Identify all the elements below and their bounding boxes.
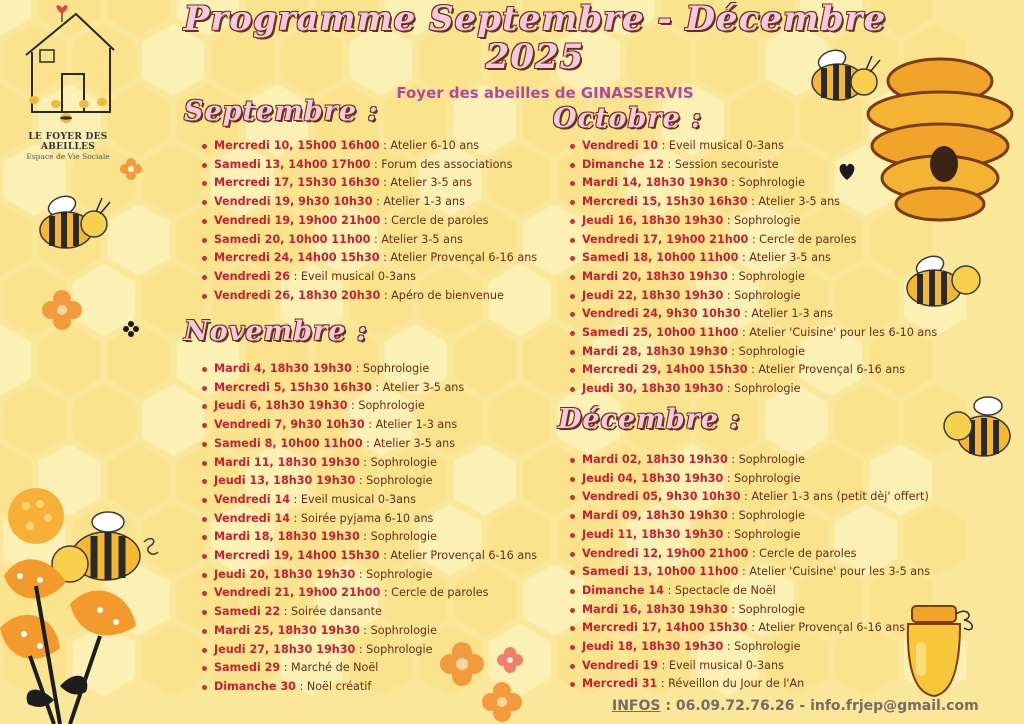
page-title: Programme Septembre - Décembre [183, 0, 887, 39]
event-item [201, 472, 537, 491]
heading-octobre: Octobre : [553, 103, 703, 134]
event-date: Samedi 29 [214, 661, 281, 675]
event-activity: : Cercle de paroles [380, 213, 489, 227]
event-item [201, 249, 537, 268]
event-date: Mercredi 17, 15h30 16h30 [214, 176, 380, 190]
event-date: Jeudi 22, 18h30 19h30 [582, 288, 724, 302]
event-activity: : Soirée dansante [280, 605, 382, 619]
event-item [201, 231, 537, 250]
event-date: Vendredi 26, 18h30 20h30 [214, 288, 381, 302]
honeycomb-cell [142, 624, 204, 696]
event-date: Samedi 18, 10h00 11h00 [582, 251, 739, 265]
event-date: Vendredi 14 [214, 492, 291, 506]
event-date: Vendredi 19, 9h30 10h30 [214, 195, 373, 209]
bee-icon [934, 392, 1018, 466]
honeycomb-cell [0, 204, 31, 276]
event-item [569, 305, 937, 324]
event-date: Vendredi 7, 9h30 10h30 [214, 418, 365, 432]
event-item [569, 249, 937, 268]
event-date: Dimanche 30 [214, 679, 296, 693]
flower-icon [0, 486, 150, 724]
event-activity: : Cercle de paroles [380, 586, 489, 600]
event-activity: : Eveil musical 0-3ans [290, 269, 416, 283]
event-activity: : Sophrologie [723, 213, 801, 227]
event-date: Samedi 20, 10h00 11h00 [214, 232, 371, 246]
event-activity: : Sophrologie [723, 471, 801, 485]
event-activity: : Sophrologie [723, 527, 801, 541]
event-activity: : Atelier 6-10 ans [379, 139, 480, 152]
event-item [201, 584, 537, 603]
event-date: Mardi 16, 18h30 19h30 [582, 602, 728, 616]
event-activity: : Sophrologie [351, 362, 430, 375]
event-activity: : Sophrologie [355, 567, 433, 581]
event-date: Samedi 13, 10h00 11h00 [582, 565, 739, 579]
event-activity: : Sophrologie [727, 176, 806, 190]
honeycomb-cell [4, 384, 66, 456]
event-activity: : Atelier 'Cuisine' pour les 3-5 ans [738, 565, 931, 579]
event-date: Vendredi 05, 9h30 10h30 [582, 490, 741, 504]
event-item [201, 193, 537, 212]
page-subtitle: Foyer des abeilles de GINASSERVIS [396, 84, 694, 102]
event-item [569, 361, 937, 380]
event-date: Vendredi 26 [214, 269, 291, 283]
event-activity: : Atelier 3-5 ans [371, 380, 465, 394]
event-activity: : Atelier 1-3 ans [740, 307, 833, 321]
footer-contact: : 06.09.72.76.26 - info.frjep@gmail.com [660, 698, 979, 714]
event-item [201, 174, 537, 193]
event-activity: : Atelier 3-5 ans [362, 436, 456, 450]
event-activity: : Sophrologie [347, 399, 425, 413]
logo-name: LE FOYER DES ABEILLES [28, 132, 108, 152]
heart-icon [836, 160, 858, 182]
event-item [569, 563, 930, 582]
event-item [569, 287, 937, 306]
decembre-event-list [569, 451, 930, 694]
event-item [201, 435, 537, 454]
event-date: Vendredi 10 [582, 139, 659, 152]
event-date: Mercredi 29, 14h00 15h30 [582, 363, 748, 377]
event-date: Mardi 25, 18h30 19h30 [214, 623, 360, 637]
heading-novembre: Novembre : [184, 316, 368, 347]
honey-jar-icon [898, 600, 982, 700]
event-item [201, 547, 537, 566]
event-item [201, 397, 537, 416]
event-activity: : Atelier Provençal 6-16 ans [379, 251, 538, 265]
footer-infos [612, 698, 979, 714]
event-activity: : Atelier Provençal 6-16 ans [747, 621, 906, 635]
event-activity: : Eveil musical 0-3ans [658, 658, 784, 672]
event-activity: : Sophrologie [359, 455, 438, 469]
event-item [569, 582, 930, 601]
event-date: Mardi 18, 18h30 19h30 [214, 530, 360, 544]
event-item [201, 268, 537, 287]
bee-icon [32, 192, 116, 256]
event-date: Mardi 4, 18h30 19h30 [214, 362, 352, 375]
event-date: Vendredi 19 [582, 658, 659, 672]
event-date: Vendredi 17, 19h00 21h00 [582, 232, 749, 246]
event-activity: : Atelier 'Cuisine' pour les 6-10 ans [738, 326, 938, 340]
honeycomb-cell [142, 144, 204, 216]
septembre-event-list [201, 137, 537, 305]
event-activity: : Sophrologie [727, 453, 806, 466]
event-date: Dimanche 14 [582, 583, 664, 597]
event-item [569, 507, 930, 526]
event-activity: : Cercle de paroles [748, 232, 857, 246]
event-date: Mercredi 15, 15h30 16h30 [582, 195, 748, 209]
logo-text [8, 132, 128, 161]
event-activity: : Sophrologie [727, 269, 806, 283]
honeycomb-cell [38, 324, 100, 396]
event-activity: : Atelier 1-3 ans (petit dèj' offert) [740, 490, 929, 504]
event-date: Samedi 25, 10h00 11h00 [582, 326, 739, 340]
event-date: Jeudi 6, 18h30 19h30 [214, 399, 348, 413]
event-date: Samedi 22 [214, 605, 281, 619]
event-item [569, 601, 930, 620]
event-date: Jeudi 13, 18h30 19h30 [214, 474, 356, 488]
event-activity: : Marché de Noël [280, 661, 379, 675]
event-item [201, 360, 537, 379]
event-activity: : Réveillon du Jour de l'An [657, 677, 805, 691]
event-date: Mardi 09, 18h30 19h30 [582, 509, 728, 523]
event-item [201, 416, 537, 435]
honeycomb-cell [107, 204, 169, 276]
event-item [569, 675, 930, 694]
event-date: Vendredi 19, 19h00 21h00 [214, 213, 381, 227]
event-item [569, 619, 930, 638]
event-activity: : Sophrologie [355, 474, 433, 488]
event-item [569, 451, 930, 470]
event-date: Mercredi 31 [582, 677, 658, 691]
event-item [201, 491, 537, 510]
footer-label: INFOS [612, 698, 661, 714]
event-date: Jeudi 04, 18h30 19h30 [582, 471, 724, 485]
event-date: Jeudi 30, 18h30 19h30 [582, 382, 724, 396]
honeycomb-cell [142, 384, 204, 456]
event-item [201, 528, 537, 547]
event-activity: : Apéro de bienvenue [380, 288, 504, 302]
event-activity: : Cercle de paroles [748, 546, 857, 560]
event-item [201, 603, 537, 622]
heading-decembre: Décembre : [558, 404, 741, 435]
event-date: Mardi 11, 18h30 19h30 [214, 455, 360, 469]
honeycomb-cell [73, 384, 135, 456]
event-item [201, 454, 537, 473]
event-item [569, 488, 930, 507]
page-title-year: 2025 [485, 37, 585, 77]
event-item [201, 156, 537, 175]
flower-icon [438, 638, 538, 724]
bee-icon [804, 46, 888, 110]
event-activity: : Sophrologie [727, 602, 806, 616]
event-activity: : Sophrologie [359, 530, 438, 544]
event-activity: : Sophrologie [727, 509, 806, 523]
event-date: Jeudi 27, 18h30 19h30 [214, 642, 356, 656]
event-activity: : Sophrologie [723, 640, 801, 654]
event-item [569, 545, 930, 564]
event-date: Vendredi 24, 9h30 10h30 [582, 307, 741, 321]
event-date: Jeudi 11, 18h30 19h30 [582, 527, 724, 541]
event-item [569, 470, 930, 489]
event-date: Mardi 20, 18h30 19h30 [582, 269, 728, 283]
event-activity: : Atelier Provençal 6-16 ans [379, 549, 538, 563]
flower-icon [42, 290, 82, 330]
event-item [569, 231, 937, 250]
event-date: Mercredi 17, 14h00 15h30 [582, 621, 748, 635]
event-activity: : Atelier Provençal 6-16 ans [747, 363, 906, 377]
event-activity: : Atelier 3-5 ans [370, 232, 463, 246]
event-date: Mercredi 24, 14h00 15h30 [214, 251, 380, 265]
event-activity: : Atelier 3-5 ans [747, 195, 840, 209]
logo-tagline: Espace de Vie Sociale [26, 152, 110, 161]
event-activity: : Eveil musical 0-3ans [658, 139, 784, 152]
flower-icon [120, 158, 142, 180]
event-activity: : Spectacle de Noël [663, 583, 776, 597]
event-item [201, 510, 537, 529]
event-date: Mercredi 5, 15h30 16h30 [214, 380, 372, 394]
event-item [201, 287, 537, 306]
event-item [569, 657, 930, 676]
event-item [201, 379, 537, 398]
house-logo-icon [14, 0, 124, 135]
event-date: Samedi 13, 14h00 17h00 [214, 157, 371, 171]
heading-septembre: Septembre : [184, 96, 379, 127]
event-date: Jeudi 16, 18h30 19h30 [582, 213, 724, 227]
event-activity: : Atelier 1-3 ans [372, 195, 465, 209]
event-date: Jeudi 18, 18h30 19h30 [582, 640, 724, 654]
honeycomb-cell [0, 324, 31, 396]
flower-icon [122, 320, 140, 338]
event-activity: : Sophrologie [359, 623, 438, 637]
event-activity: : Atelier 3-5 ans [379, 176, 472, 190]
event-date: Vendredi 14 [214, 511, 291, 525]
event-date: Mercredi 19, 14h00 15h30 [214, 549, 380, 563]
event-item [569, 638, 930, 657]
event-date: Mardi 28, 18h30 19h30 [582, 344, 728, 358]
event-activity: : Atelier 1-3 ans [364, 418, 458, 432]
event-activity: : Eveil musical 0-3ans [290, 492, 416, 506]
event-date: Mardi 02, 18h30 19h30 [582, 453, 728, 466]
event-activity: : Sophrologie [727, 344, 806, 358]
event-activity: : Soirée pyjama 6-10 ans [290, 511, 434, 525]
event-item [569, 324, 937, 343]
event-item [569, 268, 937, 287]
event-activity: : Atelier 3-5 ans [738, 251, 831, 265]
event-activity: : Session secouriste [663, 157, 779, 171]
event-activity: : Noël créatif [295, 679, 372, 693]
event-activity: : Sophrologie [723, 382, 801, 396]
event-item [569, 526, 930, 545]
event-item [569, 343, 937, 362]
event-date: Mardi 14, 18h30 19h30 [582, 176, 728, 190]
event-date: Vendredi 12, 19h00 21h00 [582, 546, 749, 560]
event-item [569, 380, 937, 399]
event-date: Mercredi 10, 15h00 16h00 [214, 139, 380, 152]
event-activity: : Forum des associations [370, 157, 513, 171]
event-date: Vendredi 21, 19h00 21h00 [214, 586, 381, 600]
event-item [201, 566, 537, 585]
bee-icon [900, 252, 988, 314]
event-date: Jeudi 20, 18h30 19h30 [214, 567, 356, 581]
event-activity: : Sophrologie [355, 642, 433, 656]
event-item [201, 212, 537, 231]
event-date: Samedi 8, 10h00 11h00 [214, 436, 363, 450]
event-activity: : Sophrologie [723, 288, 801, 302]
event-date: Dimanche 12 [582, 157, 664, 171]
event-item [201, 137, 537, 156]
